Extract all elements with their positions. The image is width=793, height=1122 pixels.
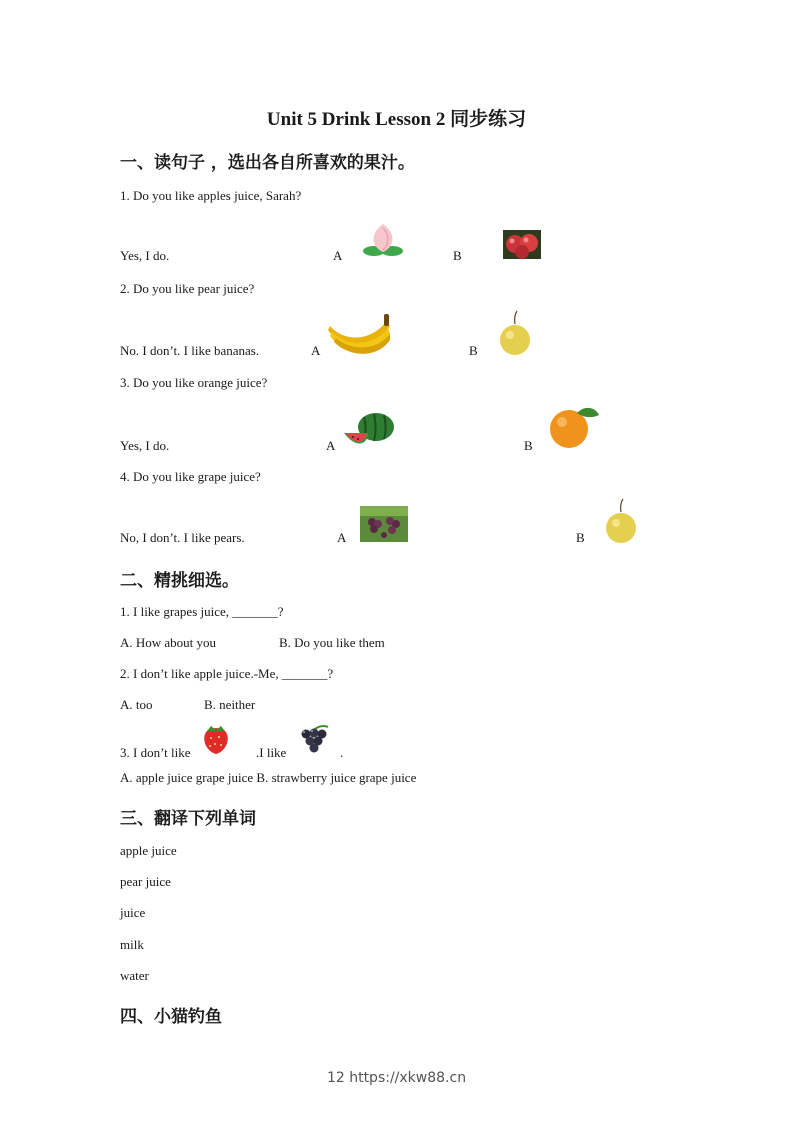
s2-q3-part3: . bbox=[340, 745, 344, 760]
s2-q1-option-b: B. Do you like them bbox=[279, 635, 385, 650]
s3-word: pear juice bbox=[120, 874, 171, 889]
apples-icon bbox=[503, 230, 541, 259]
s2-q3-part1: 3. I don’t like bbox=[120, 745, 191, 760]
s3-word: apple juice bbox=[120, 843, 177, 858]
s2-q3-part2: .I like bbox=[256, 745, 287, 760]
s1-q2-question: 2. Do you like pear juice? bbox=[120, 281, 255, 296]
s1-q3-question: 3. Do you like orange juice? bbox=[120, 375, 268, 390]
s3-word: juice bbox=[120, 905, 146, 920]
s2-q1: 1. I like grapes juice, _______? bbox=[120, 604, 284, 619]
s1-q1-answer: Yes, I do. bbox=[120, 248, 170, 263]
s1-q4-option-a: A bbox=[337, 530, 347, 545]
orange-icon bbox=[547, 405, 601, 449]
s1-q4-option-b: B bbox=[576, 530, 585, 545]
section4-heading: 四、小猫钓鱼 bbox=[120, 1007, 222, 1027]
s1-q4-answer: No, I don’t. I like pears. bbox=[120, 530, 245, 545]
s1-q1-question: 1. Do you like apples juice, Sarah? bbox=[120, 188, 302, 203]
s2-q2-option-a: A. too bbox=[120, 697, 153, 712]
watermelon-icon bbox=[342, 409, 398, 451]
pear-icon bbox=[604, 498, 638, 544]
section3-heading: 三、翻译下列单词 bbox=[120, 809, 256, 829]
strawberry-icon bbox=[199, 725, 233, 755]
s2-q1-option-a: A. How about you bbox=[120, 635, 217, 650]
peach-icon bbox=[362, 222, 404, 258]
section1-heading: 一、读句子 ，选出各自所喜欢的果汁。 bbox=[120, 153, 415, 173]
page-footer: 12 https://xkw88.cn bbox=[326, 1070, 467, 1086]
pear-icon bbox=[498, 310, 532, 356]
s1-q3-option-b: B bbox=[524, 438, 533, 453]
s2-q2-option-b: B. neither bbox=[204, 697, 256, 712]
s2-q3-options: A. apple juice grape juice B. strawberry juice grape juice bbox=[120, 770, 417, 785]
bananas-icon bbox=[326, 312, 394, 356]
s1-q1-option-b: B bbox=[453, 248, 462, 263]
s1-q2-option-b: B bbox=[469, 343, 478, 358]
s1-q2-option-a: A bbox=[311, 343, 321, 358]
s1-q4-question: 4. Do you like grape juice? bbox=[120, 469, 261, 484]
s1-q3-answer: Yes, I do. bbox=[120, 438, 170, 453]
page-title: Unit 5 Drink Lesson 2 同步练习 bbox=[266, 109, 527, 130]
s1-q1-option-a: A bbox=[333, 248, 343, 263]
s3-word: milk bbox=[120, 937, 144, 952]
section2-heading: 二、精挑细选。 bbox=[120, 571, 239, 591]
grapes-vine-icon bbox=[360, 506, 408, 542]
s1-q2-answer: No. I don’t. I like bananas. bbox=[120, 343, 260, 358]
s2-q2: 2. I don’t like apple juice.-Me, _______? bbox=[120, 666, 334, 681]
s3-word: water bbox=[120, 968, 149, 983]
grapes-icon bbox=[296, 724, 332, 756]
s1-q3-option-a: A bbox=[326, 438, 336, 453]
